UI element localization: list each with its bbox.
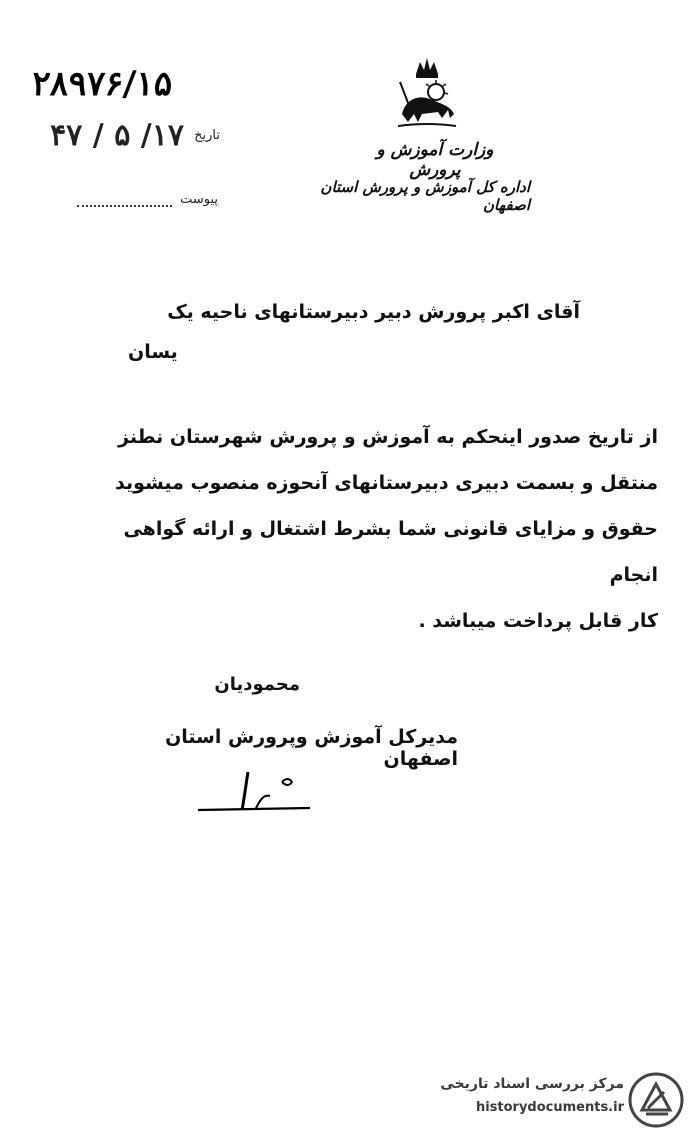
- attachment-dotted-line: [77, 193, 172, 207]
- signer-name: محمودیان: [214, 674, 300, 695]
- addressee-line-2: یسان: [128, 341, 178, 363]
- body-line-4: کار قابل پرداخت میباشد .: [418, 610, 658, 632]
- addressee: [120, 292, 580, 372]
- attachment-label: پیوست: [180, 192, 218, 207]
- body-line-3: حقوق و مزایای قانونی شما بشرط اشتغال و ارائه گواهی انجام: [123, 518, 658, 586]
- signer-title: مدیرکل آموزش وپرورش استان اصفهان: [165, 726, 458, 770]
- body-line-2: منتقل و بسمت دبیری دبیرستانهای آنحوزه منصوب میشوید: [114, 472, 658, 494]
- addressee-line-1: آقای اکبر پرورش دبیر دبیرستانهای ناحیه یک: [167, 301, 580, 323]
- body-line-1: از تاریخ صدور اینحکم به آموزش و پرورش شهرستان نطنز: [118, 426, 658, 448]
- date-label: تاریخ: [194, 128, 220, 143]
- letter-body: [86, 414, 658, 644]
- lion-and-sun-emblem-icon: [392, 52, 462, 132]
- date-value: ۱۷/ ۵ / ۴۷: [50, 118, 184, 153]
- attachment-row: [58, 192, 218, 207]
- footer-url[interactable]: historydocuments.ir: [475, 1100, 624, 1115]
- office-name: اداره کل آموزش و پرورش استان اصفهان: [320, 178, 530, 214]
- footer-archive-title: مرکز بررسی اسناد تاریخی: [440, 1076, 624, 1092]
- reference-number: ۲۸۹۷۶/۱۵: [30, 64, 174, 104]
- date-row: [30, 118, 220, 153]
- archive-logo-icon: [628, 1072, 684, 1128]
- handwritten-signature: [190, 760, 320, 820]
- ministry-name: وزارت آموزش و پرورش: [376, 140, 494, 180]
